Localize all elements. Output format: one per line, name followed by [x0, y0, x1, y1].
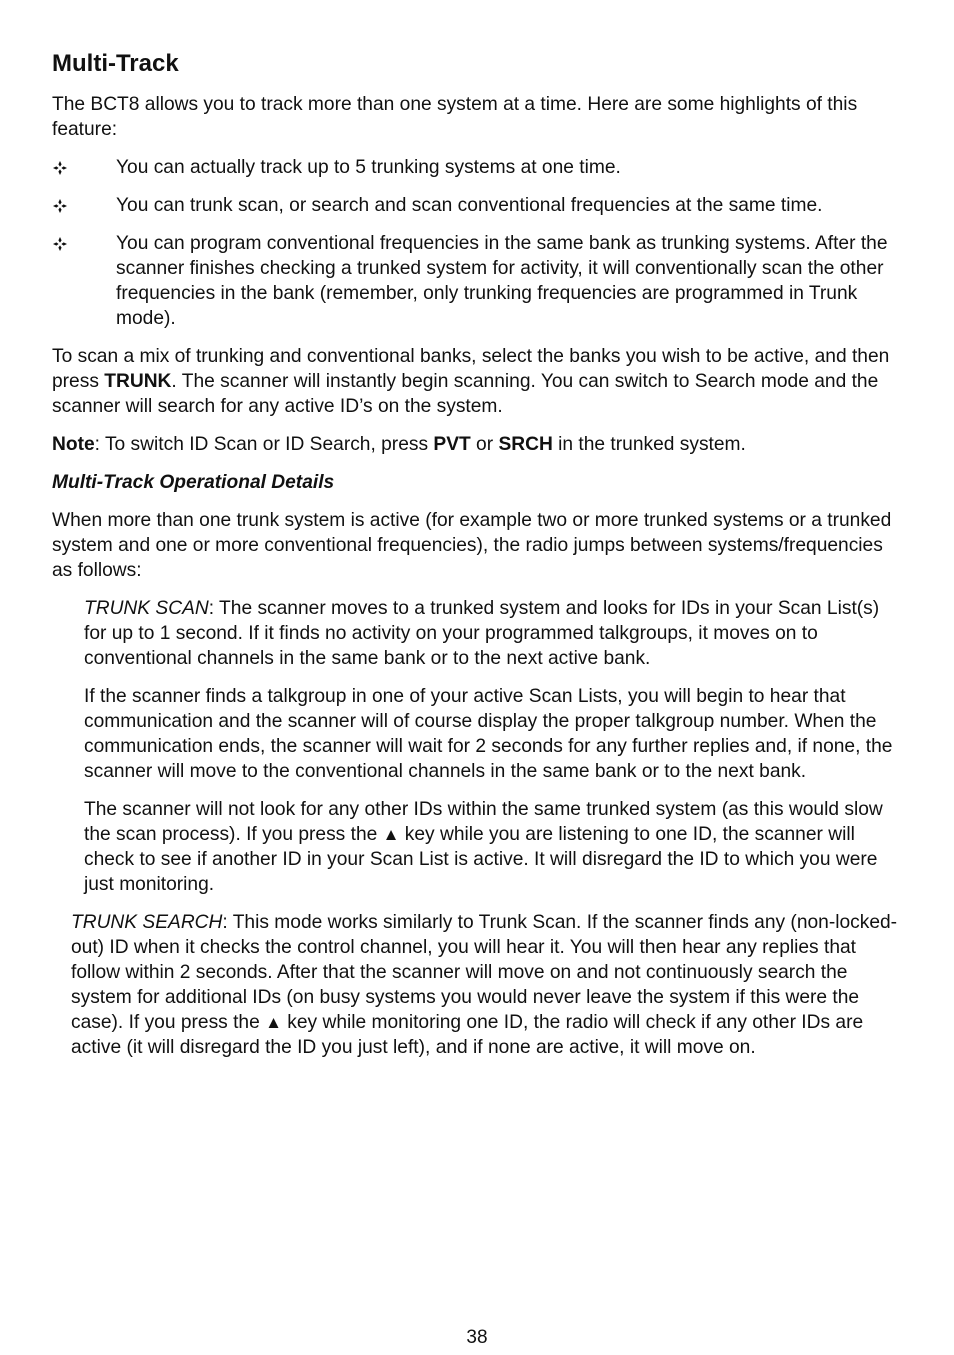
trunk-search-text: : This mode works similarly to Trunk Scan. If the scanner finds any (non-locked-out) ID when it checks the control channel, you will hear it. You will then hear any replies that follow within 2 seconds. After that the scanner will move on and not continuously search the system for additional IDs (on busy systems you would never leave the system if this were the case). If you press the [71, 912, 898, 1033]
page-number: 38 [466, 1327, 488, 1348]
note-label: Note [52, 434, 95, 455]
trunk-scan-term: TRUNK SCAN [84, 598, 209, 619]
scan-mix-paragraph [52, 344, 902, 419]
list-item-text: You can actually track up to 5 trunking systems at one time. [116, 157, 621, 178]
list-item-text: You can trunk scan, or search and scan conventional frequencies at the same time. [116, 195, 823, 216]
page-title: Multi-Track [52, 50, 179, 77]
scan-mix-text: . The scanner will instantly begin scanning. You can switch to Search mode and the scanner will search for any active ID’s on the system. [52, 371, 879, 417]
trunk-scan-text: : The scanner moves to a trunked system and looks for IDs in your Scan List(s) for up to 1 second. If it finds no activity on your programmed talkgroups, it moves on to conventional channels in the same bank or to the next active bank. [84, 598, 880, 669]
trunk-search-paragraph [71, 910, 902, 1060]
up-arrow-key-icon: ▲ [265, 1013, 282, 1032]
scan-mix-text: To scan a mix of trunking and conventional banks, select the banks you wish to be active, and then press [52, 346, 890, 392]
trunk-scan-text: key while you are listening to one ID, the scanner will check to see if another ID in your Scan List is active. It will disregard the ID to which you were just monitoring. [84, 824, 878, 895]
trunk-key-label: TRUNK [104, 371, 172, 392]
trunk-scan-paragraph [84, 596, 902, 671]
intro-paragraph: The BCT8 allows you to track more than one system at a time. Here are some highlights of this feature: [52, 94, 858, 140]
list-item-text: You can program conventional frequencies in the same bank as trunking systems. After the scanner finishes checking a trunked system for activity, it will conventionally scan the other frequencies in the bank (remember, only trunking frequencies are programmed in Trunk mode). [116, 233, 888, 329]
list-item [52, 155, 902, 180]
srch-key-label: SRCH [498, 434, 553, 455]
trunk-search-text: key while monitoring one ID, the radio will check if any other IDs are active (it will disregard the ID you just left), and if none are active, it will move on. [71, 1012, 864, 1058]
details-intro-paragraph: When more than one trunk system is active (for example two or more trunked systems or a trunked system and one or more conventional frequencies), the radio jumps between systems/frequencies as follows: [52, 510, 892, 581]
note-text: in the trunked system. [552, 434, 746, 455]
note-text: or [470, 434, 499, 455]
list-item [52, 231, 902, 331]
four-petal-diamond-icon [52, 231, 68, 256]
trunk-search-term: TRUNK SEARCH [71, 912, 223, 933]
four-petal-diamond-icon [52, 193, 68, 218]
feature-list [52, 155, 902, 331]
document-page [52, 48, 902, 1073]
pvt-key-label: PVT [433, 434, 471, 455]
note-paragraph [52, 432, 902, 457]
trunk-scan-text: The scanner will not look for any other IDs within the same trunked system (as this would slow the scan process). If you press the [84, 799, 883, 845]
section-subheading: Multi-Track Operational Details [52, 472, 335, 493]
four-petal-diamond-icon [52, 155, 68, 180]
up-arrow-key-icon: ▲ [382, 825, 400, 844]
trunk-scan-paragraph-2: If the scanner finds a talkgroup in one of your active Scan Lists, you will begin to hear that communication and the scanner will of course display the proper talkgroup number. When the communication ends, the scanner will wait for 2 seconds for any further replies and, if none, the scanner will move to the conventional channels in the same bank or to the next bank. [84, 686, 893, 782]
trunk-scan-paragraph-3 [84, 797, 902, 897]
list-item [52, 193, 902, 218]
note-text: : To switch ID Scan or ID Search, press [94, 434, 434, 455]
